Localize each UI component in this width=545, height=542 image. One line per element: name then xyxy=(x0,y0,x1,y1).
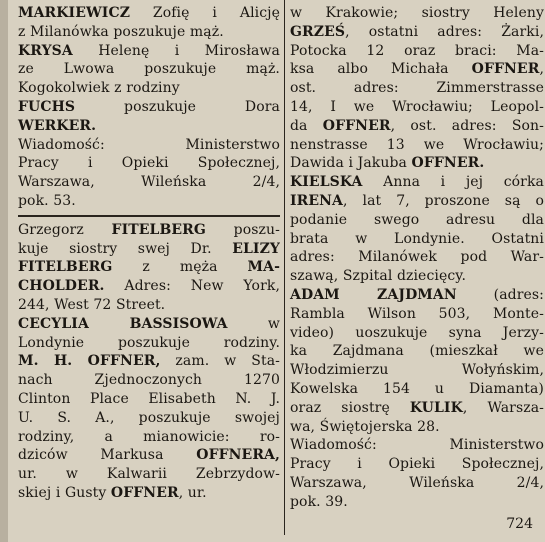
ad-krysa xyxy=(18,42,280,98)
text-line xyxy=(290,192,544,211)
text-run: 14, I we Wrocławiu; Leopol- xyxy=(290,98,544,115)
text-run: poszukuje Dora xyxy=(75,98,280,115)
text-line xyxy=(290,267,544,286)
text-run: , lat 7, proszone są o xyxy=(343,192,544,209)
ad-fuchs xyxy=(18,98,280,136)
text-run: U. S. A., poszukuje swojej xyxy=(18,409,280,426)
ad-markiewicz xyxy=(18,4,280,42)
text-run: Pracy i Opieki Społecznej, xyxy=(18,155,280,172)
text-line xyxy=(18,240,280,259)
text-run: Kogokolwiek z rodziny xyxy=(18,80,180,97)
text-run: adres: Milanówek pod War- xyxy=(290,249,544,266)
text-run: Zofię i Alicję xyxy=(130,5,280,21)
ministry-notice xyxy=(18,136,280,211)
ministry-notice xyxy=(290,436,544,511)
text-run: Clinton Place Elisabeth N. J. xyxy=(18,390,280,407)
text-run: , ostatni adres: Żarki, xyxy=(345,23,544,40)
bold-name: FITELBERG xyxy=(18,259,113,276)
text-run: Londynie poszukuje rodziny. xyxy=(18,334,280,351)
text-line xyxy=(290,42,544,61)
text-line xyxy=(18,484,280,503)
text-line xyxy=(290,399,544,418)
text-run: Potocka 12 oraz braci: Ma- xyxy=(290,42,544,59)
text-line xyxy=(18,192,280,211)
right-column xyxy=(290,4,544,512)
text-line xyxy=(290,493,544,512)
text-line xyxy=(290,230,544,249)
text-run: w xyxy=(227,315,281,332)
text-line xyxy=(18,352,280,371)
ad-fitelberg xyxy=(18,221,280,315)
text-run: da xyxy=(290,117,323,134)
text-run: oraz siostrę xyxy=(290,399,410,416)
text-run: (adres: xyxy=(456,286,544,303)
bold-name: KRYSA xyxy=(18,42,73,59)
text-line xyxy=(18,315,280,334)
text-line xyxy=(18,98,280,117)
bold-name: OFFNER xyxy=(322,117,391,134)
text-run: Warszawa, Wileńska 2/4, xyxy=(290,474,544,491)
bold-name: WERKER. xyxy=(18,117,97,134)
ad-bassisowa-continued xyxy=(290,4,544,173)
bold-name: OFFNER xyxy=(110,484,179,501)
text-line xyxy=(18,446,280,465)
column-divider xyxy=(284,0,285,535)
text-line xyxy=(18,154,280,173)
text-run: ka Zajdmana (mieszkał we xyxy=(290,343,544,360)
text-line xyxy=(290,455,544,474)
text-line xyxy=(18,465,280,484)
text-run: ksa albo Michała xyxy=(290,61,472,78)
text-line xyxy=(18,173,280,192)
text-line xyxy=(290,305,544,324)
text-line xyxy=(290,474,544,493)
text-run: Warszawa, Wileńska 2/4, xyxy=(18,174,280,191)
text-run: kuje siostry swej Dr. xyxy=(18,240,233,257)
text-run: , ur. xyxy=(178,484,207,501)
bold-name: OFFNERA, xyxy=(196,447,280,464)
bold-name: CHOLDER. xyxy=(18,278,105,295)
text-line xyxy=(290,380,544,399)
text-line xyxy=(18,334,280,353)
text-run: Helenę i Mirosława xyxy=(72,42,280,59)
text-line xyxy=(18,371,280,390)
text-line xyxy=(18,42,280,61)
text-line xyxy=(290,436,544,455)
text-run: pok. 39. xyxy=(290,493,348,510)
text-line xyxy=(18,23,280,42)
text-line xyxy=(290,79,544,98)
text-line xyxy=(290,286,544,305)
text-line xyxy=(290,154,544,173)
text-run: Wiadomość: Ministerstwo xyxy=(18,136,280,153)
text-line xyxy=(290,324,544,343)
text-line xyxy=(290,117,544,136)
text-run: podanie swego adresu dla xyxy=(290,211,544,228)
text-run: Wiadomość: Ministerstwo xyxy=(290,437,544,454)
bold-name: KULIK xyxy=(409,399,463,416)
text-run: ze Lwowa poszukuje mąż. xyxy=(18,61,280,78)
text-run: , xyxy=(539,61,544,78)
bold-name: OFFNER xyxy=(471,61,540,78)
text-line xyxy=(290,173,544,192)
text-run: Grzegorz xyxy=(18,221,112,238)
text-run: z męża xyxy=(112,259,248,276)
text-line xyxy=(18,221,280,240)
text-run: Kowelska 154 u Diamanta) xyxy=(290,380,544,397)
text-run: rodziny, a mianowicie: ro- xyxy=(18,428,280,445)
text-run: brata w Londynie. Ostatni xyxy=(290,230,544,247)
bold-name: GRZEŚ xyxy=(290,23,346,40)
text-line xyxy=(290,60,544,79)
text-run: Dawida i Jakuba xyxy=(290,155,412,172)
text-run: Rambla Wilson 503, Monte- xyxy=(290,305,544,322)
ad-kielska xyxy=(290,173,544,286)
text-line xyxy=(290,211,544,230)
text-run: w Krakowie; siostry Heleny xyxy=(290,5,544,21)
text-run: , ost. adres: Son- xyxy=(390,117,545,134)
section-divider xyxy=(18,215,280,217)
bold-name: IRENA xyxy=(290,192,344,209)
text-run: szawą, Szpital dziecięcy. xyxy=(290,268,466,285)
text-run: ost. adres: Zimmerstrasse xyxy=(290,80,544,97)
text-line xyxy=(290,23,544,42)
text-line xyxy=(18,428,280,447)
text-line xyxy=(290,98,544,117)
bold-name: MA- xyxy=(247,259,280,276)
text-line xyxy=(18,390,280,409)
page-number: 724 xyxy=(506,516,533,532)
text-line xyxy=(290,136,544,155)
text-run: skiej i Gusty xyxy=(18,484,111,501)
text-line xyxy=(290,4,544,23)
bold-name: ELIZY xyxy=(232,240,280,257)
text-run: nach Zjednoczonych 1270 xyxy=(18,372,280,389)
bold-name: KIELSKA xyxy=(290,174,363,191)
text-line xyxy=(18,79,280,98)
ad-bassisowa xyxy=(18,315,280,503)
text-line xyxy=(290,342,544,361)
bold-name: FUCHS xyxy=(18,98,76,115)
text-line xyxy=(18,4,280,23)
text-run: ur. w Kalwarii Zebrzydow- xyxy=(18,466,280,483)
text-line xyxy=(290,361,544,380)
text-run: Włodzimierzu Wołyńskim, xyxy=(290,362,544,379)
text-run: zam. w Sta- xyxy=(160,353,280,370)
text-run: Anna i jej córka xyxy=(362,174,544,191)
text-run: video) uoszukuje syna Jerzy- xyxy=(290,324,544,341)
text-run: Adres: New York, xyxy=(104,278,280,295)
text-line xyxy=(18,277,280,296)
text-run: dziców Markusa xyxy=(18,447,197,464)
text-line xyxy=(290,418,544,437)
bold-name: OFFNER. xyxy=(411,155,485,172)
text-run: Pracy i Opieki Społecznej, xyxy=(290,456,544,473)
text-run: nenstrasse 13 we Wrocławiu; xyxy=(290,136,544,153)
text-line xyxy=(18,258,280,277)
text-run: wa, Świętojerska 28. xyxy=(290,418,440,435)
bold-name: MARKIEWICZ xyxy=(18,5,131,21)
text-line xyxy=(18,117,280,136)
text-line xyxy=(18,409,280,428)
text-line xyxy=(18,296,280,315)
text-line xyxy=(18,136,280,155)
text-run: z Milanówka poszukuje mąż. xyxy=(18,23,224,40)
left-column xyxy=(18,4,280,503)
bold-name: FITELBERG xyxy=(111,221,206,238)
text-run: , Warsza- xyxy=(462,399,544,416)
ad-zajdman xyxy=(290,286,544,436)
text-run: 244, West 72 Street. xyxy=(18,296,166,313)
text-run: poszu- xyxy=(205,221,280,238)
bold-name: CECYLIA BASSISOWA xyxy=(18,315,228,332)
bold-name: ADAM ZAJDMAN xyxy=(290,286,457,303)
bold-name: M. H. OFFNER, xyxy=(18,353,161,370)
text-line xyxy=(18,60,280,79)
text-line xyxy=(290,248,544,267)
text-run: pok. 53. xyxy=(18,192,76,209)
